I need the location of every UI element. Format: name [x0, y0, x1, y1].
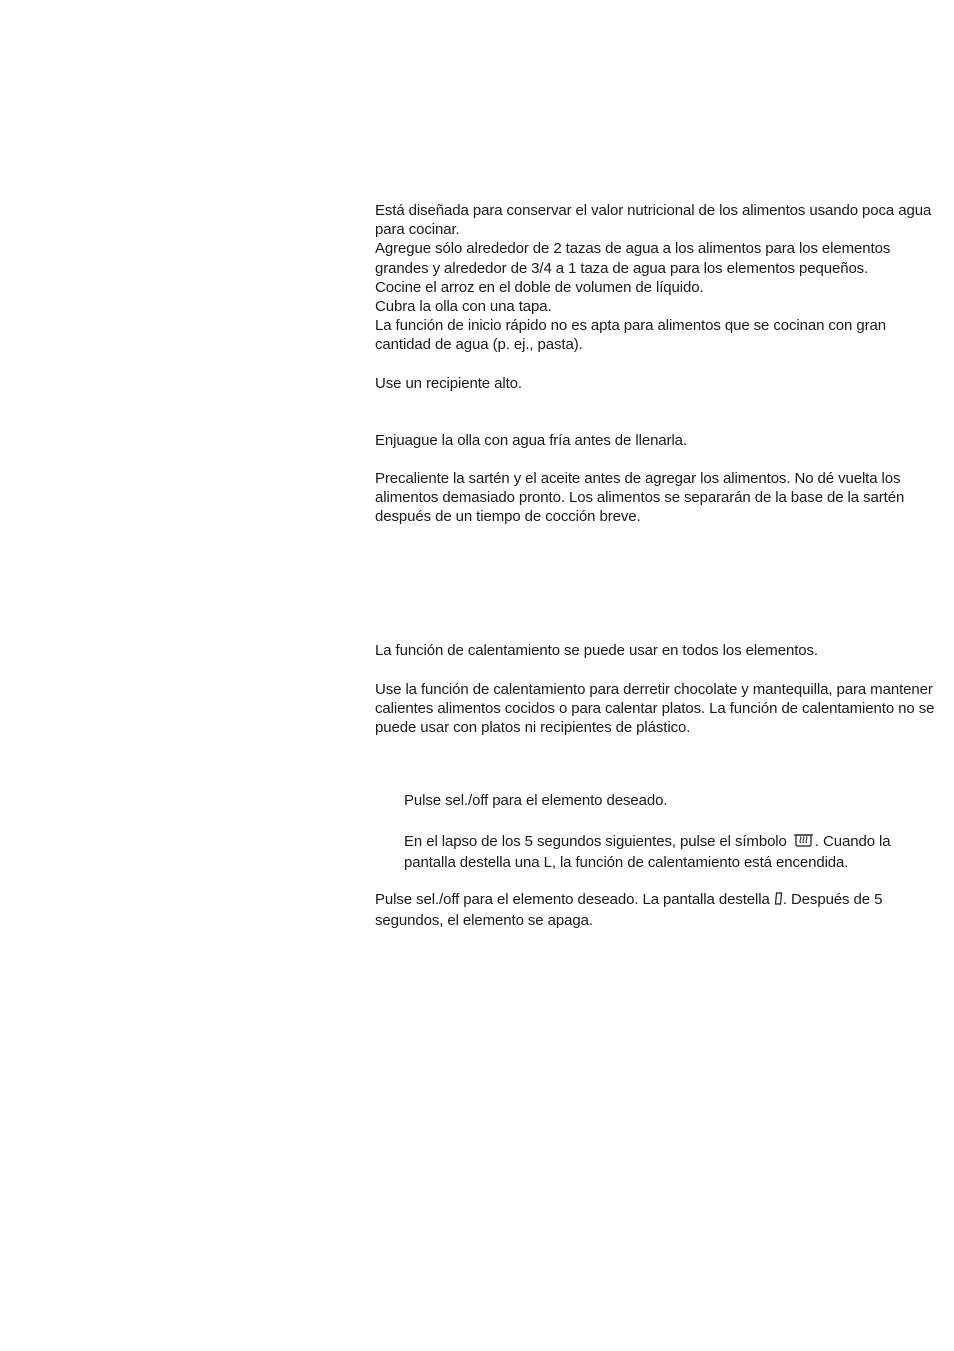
warming-step-2-text — [404, 832, 934, 872]
warming-step-1-text: Pulse sel./off para el elemento deseado. — [404, 792, 668, 809]
rinse-text: Enjuague la olla con agua fría antes de llenarla. — [375, 432, 687, 449]
quick-start-line-1: Está diseñada para conservar el valor nutricional de los alimentos usando poca agua para cocinar. — [375, 202, 932, 239]
warming-symbol-icon — [791, 832, 815, 853]
warming-off-text — [375, 890, 905, 930]
warming-step-1 — [404, 791, 934, 810]
quick-start-line-3: Cocine el arroz en el doble de volumen de líquido. — [375, 278, 704, 296]
tall-pot-text: Use un recipiente alto. — [375, 375, 522, 392]
warming-step-2-after: . Cuando la pantalla destella una L, la función de calentamiento está encendida. — [404, 833, 891, 872]
warming-usage-text: Use la función de calentamiento para derretir chocolate y mantequilla, para mantener calientes alimentos cocidos o para calentar platos. La función de calentamiento no se puede usar con platos ni recipientes de plástico. — [375, 681, 935, 737]
rinse-note — [375, 431, 935, 450]
quick-start-line-2: Agregue sólo alrededor de 2 tazas de agua a los alimentos para los elementos grandes y alrededor de 3/4 a 1 taza de agua para los elementos pequeños. — [375, 240, 891, 277]
warming-all-elements-text: La función de calentamiento se puede usar en todos los elementos. — [375, 642, 818, 659]
preheat-text: Precaliente la sartén y el aceite antes de agregar los alimentos. No dé vuelta los alimentos demasiado pronto. Los alimentos se separarán de la base de la sartén después de un tiempo de cocción breve. — [375, 470, 905, 526]
preheat-note — [375, 469, 935, 527]
warming-usage — [375, 680, 935, 738]
warming-off-before: Pulse sel./off para el elemento deseado. La pantalla destella — [375, 891, 774, 908]
warming-off-after: . Después de 5 segundos, el elemento se apaga. — [375, 891, 883, 930]
warming-step-2-before: En el lapso de los 5 segundos siguientes, pulse el símbolo — [404, 833, 791, 850]
warming-all-elements — [375, 641, 935, 660]
warming-off — [375, 890, 905, 930]
quick-start-line-5: La función de inicio rápido no es apta para alimentos que se cocinan con gran cantidad de agua (p. ej., pasta). — [375, 317, 886, 354]
quick-start-line-4: Cubra la olla con una tapa. — [375, 298, 552, 316]
tall-pot-note — [375, 374, 935, 393]
quick-start-notes — [375, 201, 935, 355]
display-zero-icon — [774, 891, 783, 911]
warming-step-2 — [404, 832, 934, 872]
